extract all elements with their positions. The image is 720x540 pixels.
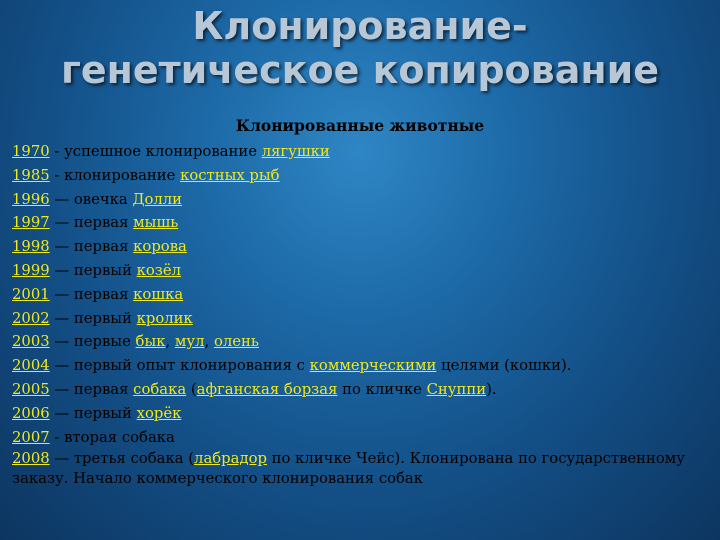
item-text: , bbox=[165, 333, 175, 351]
item-text: по кличке Чейс). Клонирована по государственному заказу. Начало коммерческого клонирования собак bbox=[12, 450, 686, 488]
year-link[interactable]: 1998 bbox=[12, 238, 50, 256]
topic-link[interactable]: кролик bbox=[136, 309, 193, 327]
timeline-item bbox=[12, 259, 712, 283]
year-link[interactable]: 2004 bbox=[12, 357, 50, 375]
year-link[interactable]: 1985 bbox=[12, 166, 50, 184]
topic-link[interactable]: козёл bbox=[136, 261, 182, 279]
topic-link[interactable]: мышь bbox=[133, 214, 179, 232]
item-text: целями (кошки). bbox=[436, 357, 572, 375]
topic-link[interactable]: кошка bbox=[133, 285, 184, 303]
year-link[interactable]: 2007 bbox=[12, 428, 50, 446]
slide-title-line-1: Клонирование- bbox=[192, 4, 528, 48]
topic-link[interactable]: коммерческими bbox=[309, 357, 437, 375]
item-text: — первая bbox=[49, 285, 134, 303]
item-text: ( bbox=[186, 380, 197, 398]
topic-link[interactable]: Снуппи bbox=[426, 380, 487, 398]
timeline-item bbox=[12, 283, 712, 307]
slide-subtitle: Клонированные животные bbox=[235, 116, 485, 135]
topic-link[interactable]: лабрадор bbox=[194, 450, 267, 468]
item-text: — овечка bbox=[49, 190, 133, 208]
topic-link[interactable]: Долли bbox=[132, 190, 183, 208]
year-link[interactable]: 2005 bbox=[12, 380, 50, 398]
item-text: — первый опыт клонирования с bbox=[49, 357, 310, 375]
topic-link[interactable]: костных рыб bbox=[180, 166, 280, 184]
year-link[interactable]: 2006 bbox=[12, 404, 50, 422]
topic-link[interactable]: корова bbox=[133, 238, 187, 256]
timeline-item bbox=[12, 426, 712, 450]
year-link[interactable]: 1997 bbox=[12, 214, 50, 232]
timeline-item bbox=[12, 140, 712, 164]
item-text: - вторая собака bbox=[49, 428, 175, 446]
year-link[interactable]: 2003 bbox=[12, 333, 50, 351]
item-text: — первая bbox=[49, 214, 134, 232]
timeline-item bbox=[12, 188, 712, 212]
item-text: — первый bbox=[49, 309, 137, 327]
timeline-item bbox=[12, 235, 712, 259]
timeline-item bbox=[12, 211, 712, 235]
item-text: по кличке bbox=[337, 380, 427, 398]
topic-link[interactable]: афганская борзая bbox=[196, 380, 338, 398]
timeline-item bbox=[12, 449, 712, 489]
item-text: — третья собака ( bbox=[49, 450, 195, 468]
slide-title-line-2: генетическое копирование bbox=[60, 48, 660, 92]
cloning-timeline-list bbox=[12, 140, 712, 489]
item-text: — первый bbox=[49, 404, 137, 422]
slide-title bbox=[0, 4, 720, 92]
item-text: — первая bbox=[49, 380, 134, 398]
timeline-item bbox=[12, 402, 712, 426]
year-link[interactable]: 1970 bbox=[12, 143, 50, 160]
timeline-item bbox=[12, 330, 712, 354]
topic-link[interactable]: хорёк bbox=[136, 404, 182, 422]
timeline-item bbox=[12, 164, 712, 188]
item-text: — первые bbox=[49, 333, 136, 351]
topic-link[interactable]: олень bbox=[213, 333, 259, 351]
topic-link[interactable]: лягушки bbox=[261, 143, 330, 160]
item-text: ). bbox=[486, 380, 497, 398]
item-text: - клонирование bbox=[49, 166, 181, 184]
year-link[interactable]: 2001 bbox=[12, 285, 50, 303]
year-link[interactable]: 1999 bbox=[12, 261, 50, 279]
timeline-item bbox=[12, 307, 712, 331]
item-text: - успешное клонирование bbox=[49, 143, 262, 160]
topic-link[interactable]: собака bbox=[133, 380, 187, 398]
topic-link[interactable]: бык bbox=[135, 333, 166, 351]
item-text: , bbox=[204, 333, 214, 351]
topic-link[interactable]: мул bbox=[174, 333, 205, 351]
item-text: — первый bbox=[49, 261, 137, 279]
year-link[interactable]: 1996 bbox=[12, 190, 50, 208]
year-link[interactable]: 2002 bbox=[12, 309, 50, 327]
timeline-item bbox=[12, 354, 712, 378]
item-text: — первая bbox=[49, 238, 134, 256]
timeline-item bbox=[12, 378, 712, 402]
year-link[interactable]: 2008 bbox=[12, 450, 50, 468]
